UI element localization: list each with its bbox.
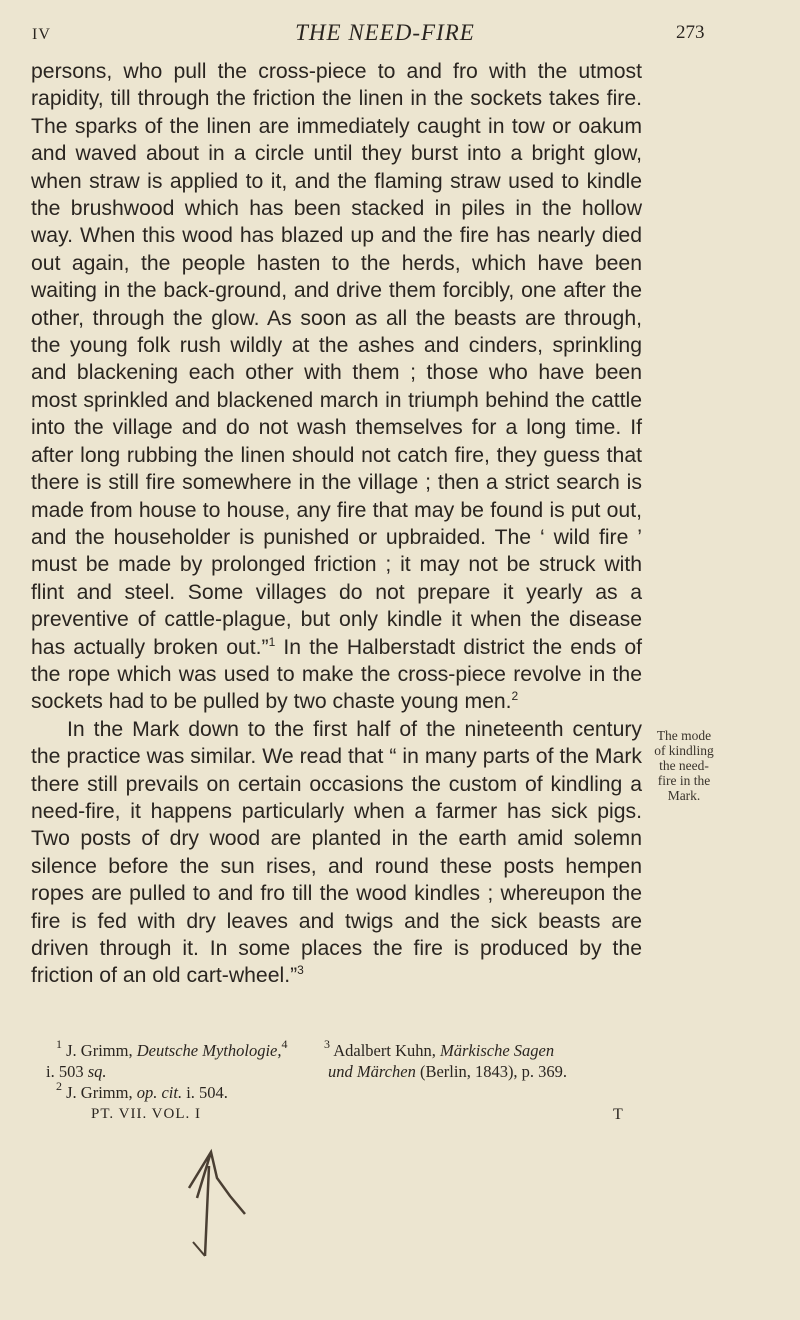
body-text	[31, 58, 642, 990]
chapter-number: IV	[32, 26, 51, 43]
margin-note-line: Mark.	[667, 788, 701, 803]
paragraph-2	[31, 716, 642, 990]
signature-mark: T	[613, 1106, 623, 1123]
footnote-number: 1	[56, 1037, 62, 1051]
footnote-3-cont	[328, 1061, 567, 1082]
printer-signature: PT. VII. VOL. I	[91, 1106, 201, 1122]
footnote-text: sq.	[87, 1062, 107, 1081]
footnote-ref-3: 3	[297, 963, 304, 978]
page-number: 273	[676, 22, 705, 43]
footnote-work: Deutsche Mythologie,	[136, 1041, 282, 1060]
margin-note	[651, 728, 717, 803]
margin-note-line: of kindling	[654, 743, 714, 758]
footnote-text: i. 503	[46, 1062, 84, 1081]
footnote-ref-2: 2	[511, 689, 519, 704]
margin-note-line: the need-	[659, 758, 709, 773]
footnote-number: 3	[324, 1037, 330, 1051]
footnote-author: J. Grimm,	[66, 1083, 133, 1102]
paragraph-text: In the Mark down to the first half of the nineteenth century the practice was similar. We read that “ in many parts of the Mark there still prevails on certain occasions the custom of kindling a need-fire, it happens particularly when a farmer has sick pigs. Two posts of dry wood are planted in the earth amid solemn silence before the sun rises, and round these posts hempen ropes are pulled to and fro till the wood kindles ; whereupon the fire is fed with dry leaves and twigs and the sick beasts are driven through it. In some places the fire is produced by the friction of an old cart-wheel.”	[31, 717, 642, 988]
footnote-edition: 4	[281, 1037, 288, 1051]
paragraph-text: persons, who pull the cross-piece to and fro with the utmost rapidity, till through the friction the linen in the sockets takes fire. The sparks of the linen are immediately caught in tow or oakum and waved about in a circle until they burst into a bright glow, when straw is applied to it, and the flaming straw used to kindle the brushwood which has been stacked in piles in the hollow way. When this wood has blazed up and the fire has nearly died out again, the people hasten to the herds, which have been waiting in the back-ground, and drive them forcibly, one after the other, through the glow. As soon as all the beasts are through, the young folk rush wildly at the ashes and cinders, sprinkling and blackening each other with them ; those who have been most sprinkled and blackened march in triumph behind the cattle into the village and do not wash themselves for a long time. If after long rubbing the linen should not catch fire, they guess that there is still fire somewhere in the village ; then a strict search is made from house to house, any fire that may be found is put out, and the householder is punished or upbraided. The ‘ wild fire ’ must be made by prolonged friction ; it may not be struck with flint and steel. Some villages do not prepare it yearly as a preventive of cattle-plague, but only kindle it when the disease has actually broken out.”	[31, 60, 642, 659]
footnote-1	[56, 1037, 288, 1061]
ink-flourish-icon	[175, 1138, 255, 1258]
footnote-text: i. 504.	[186, 1083, 228, 1102]
footnote-author: Adalbert Kuhn,	[333, 1041, 436, 1060]
running-header	[0, 18, 800, 48]
margin-note-line: fire in the	[657, 773, 711, 788]
footnote-work: und Märchen	[328, 1062, 416, 1081]
footnote-work: op. cit.	[136, 1083, 183, 1102]
footnote-ref-1: 1	[268, 634, 276, 649]
footnote-2	[56, 1079, 228, 1103]
footnote-author: J. Grimm,	[66, 1041, 133, 1060]
margin-note-line: The mode	[656, 728, 712, 743]
footnote-text: (Berlin, 1843), p. 369.	[419, 1062, 568, 1081]
footnote-work: Märkische Sagen	[440, 1041, 555, 1060]
running-title: THE NEED-FIRE	[295, 20, 475, 45]
footnote-number: 2	[56, 1079, 62, 1093]
paragraph-1	[31, 58, 642, 716]
footnote-3	[324, 1037, 555, 1061]
paragraph-text: In the Halberstadt district the ends of the rope which was used to make the cross-piece revolve in the sockets had to be pulled by two chaste young men.	[31, 635, 642, 714]
